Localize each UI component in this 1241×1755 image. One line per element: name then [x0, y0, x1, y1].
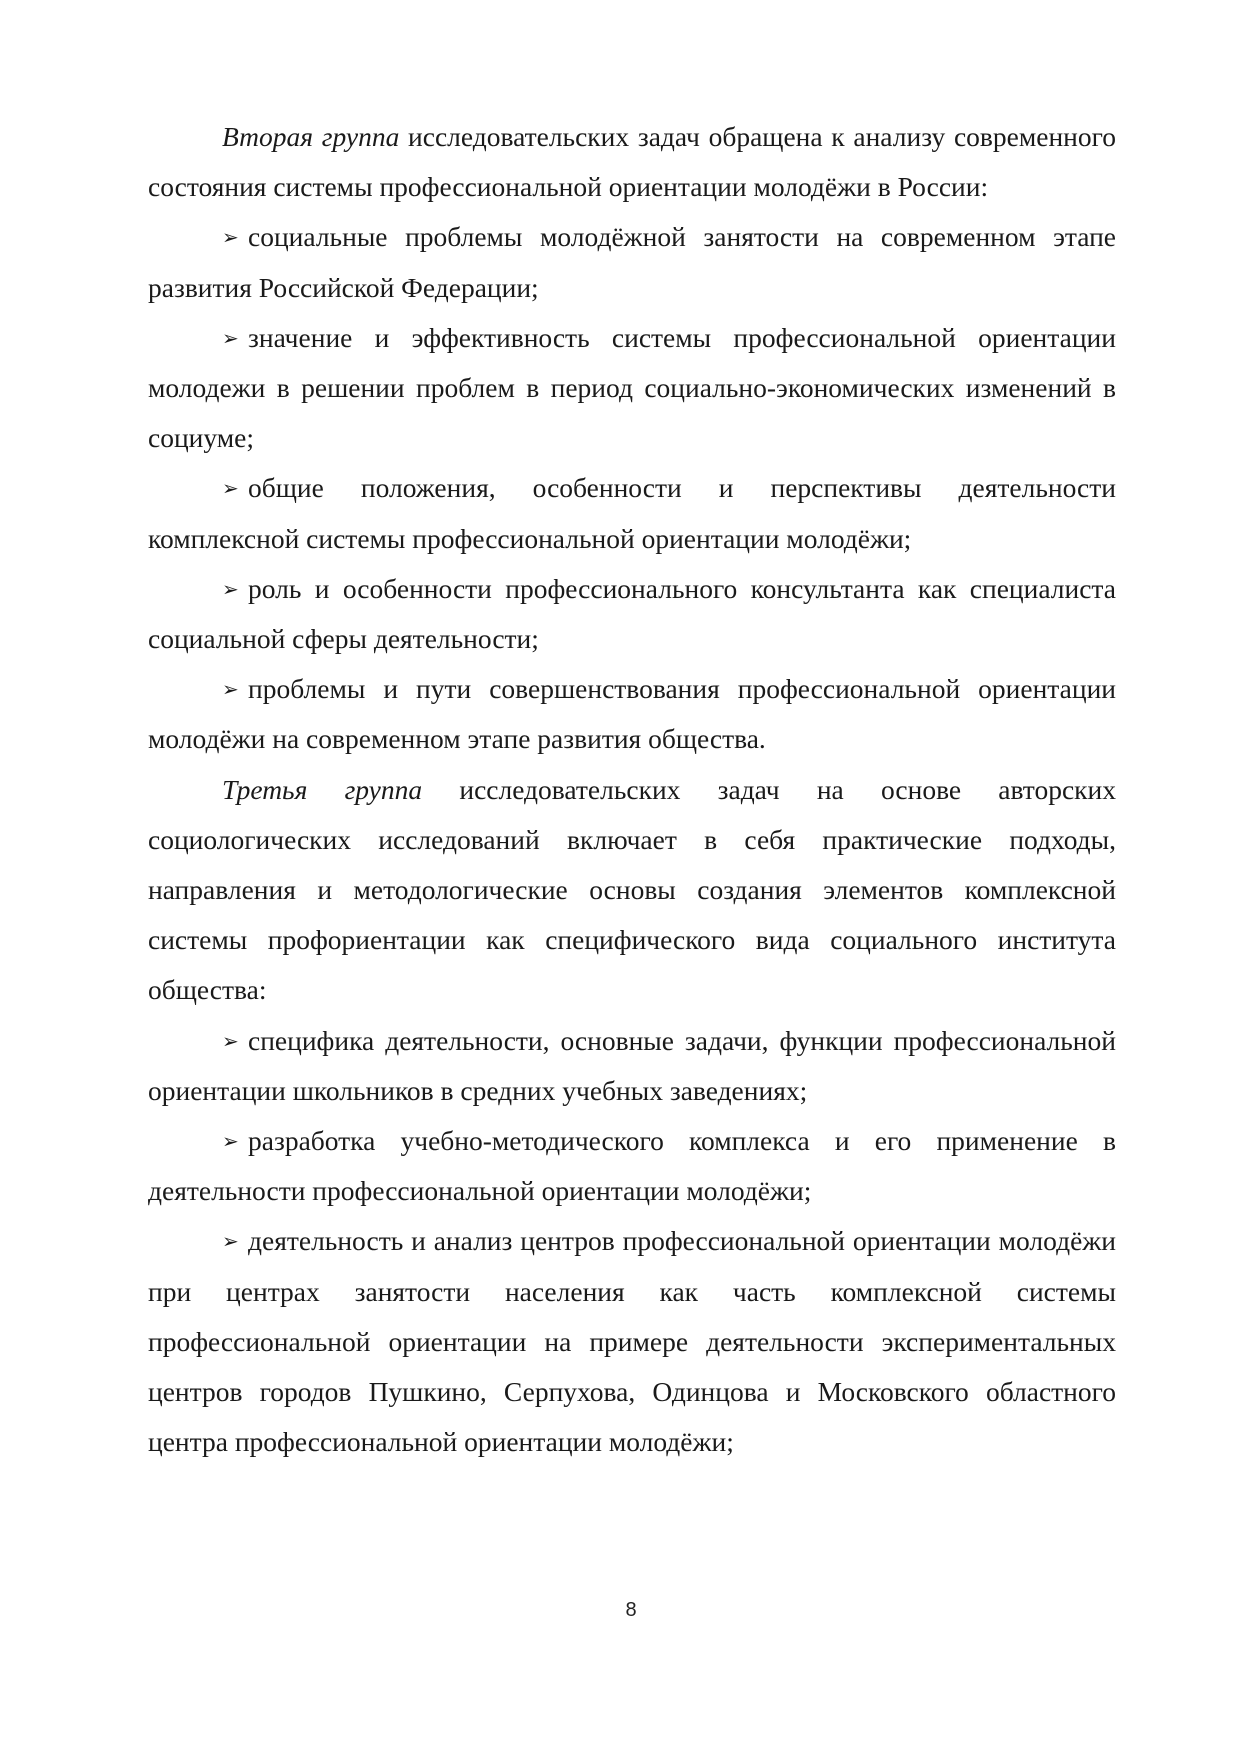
arrow-bullet-icon: ➢: [222, 225, 239, 250]
bullet-text: специфика деятельности, основные задачи, функции профессиональной ориентации школьников в средних учебных заведениях;: [148, 1024, 1116, 1106]
paragraph-lead-italic: Вторая группа: [222, 121, 400, 152]
bullet-text: проблемы и пути совершенствования профессиональной ориентации молодёжи на современном этапе развития общества.: [148, 673, 1116, 755]
bullet-item: [148, 313, 1116, 464]
bullet-item: [148, 1016, 1116, 1116]
arrow-bullet-icon: ➢: [222, 1229, 239, 1254]
bullet-item: [148, 664, 1116, 764]
page-number: 8: [625, 1599, 637, 1621]
bullet-text: роль и особенности профессионального консультанта как специалиста социальной сферы деятельности;: [148, 572, 1116, 655]
arrow-bullet-icon: ➢: [222, 1129, 239, 1154]
bullet-item: [148, 1116, 1116, 1216]
paragraph-third-group: [148, 765, 1116, 1016]
bullet-item: [148, 463, 1116, 563]
paragraph-lead-italic: Третья группа: [222, 773, 423, 805]
bullet-text: общие положения, особенности и перспективы деятельности комплексной системы профессиональной ориентации молодёжи;: [148, 472, 1116, 554]
arrow-bullet-icon: ➢: [222, 1028, 239, 1053]
document-page: [148, 112, 1116, 1467]
arrow-bullet-icon: ➢: [222, 476, 239, 501]
bullet-text: разработка учебно-методического комплекса и его применение в деятельности профессиональной ориентации молодёжи;: [148, 1125, 1116, 1207]
arrow-bullet-icon: ➢: [222, 677, 239, 702]
bullet-text: деятельность и анализ центров профессиональной ориентации молодёжи при центрах занятости населения как часть комплексной системы профессиональной ориентации на примере деятельности экспериментальных центров городов Пушкино, Серпухова, Одинцова и Московского областного центра профессиональной ориентации молодёжи;: [148, 1225, 1116, 1458]
bullet-item: [148, 212, 1116, 312]
bullet-text: значение и эффективность системы профессиональной ориентации молодежи в решении проблем в период социально-экономических изменений в социуме;: [148, 321, 1116, 454]
paragraph-second-group: [148, 112, 1116, 212]
bullet-text: социальные проблемы молодёжной занятости на современном этапе развития Российской Федерации;: [148, 221, 1116, 303]
paragraph-text: исследовательских задач на основе авторских социологических исследований включает в себя практические подходы, направления и методологические основы создания элементов комплексной системы профориентации как специфического вида социального института общества:: [148, 773, 1116, 1006]
arrow-bullet-icon: ➢: [222, 576, 239, 601]
arrow-bullet-icon: ➢: [222, 325, 239, 350]
bullet-item: [148, 1216, 1116, 1467]
paragraph-text: исследовательских задач обращена к анализу современного состояния системы профессиональной ориентации молодёжи в России:: [148, 121, 1116, 203]
bullet-item: [148, 564, 1116, 664]
